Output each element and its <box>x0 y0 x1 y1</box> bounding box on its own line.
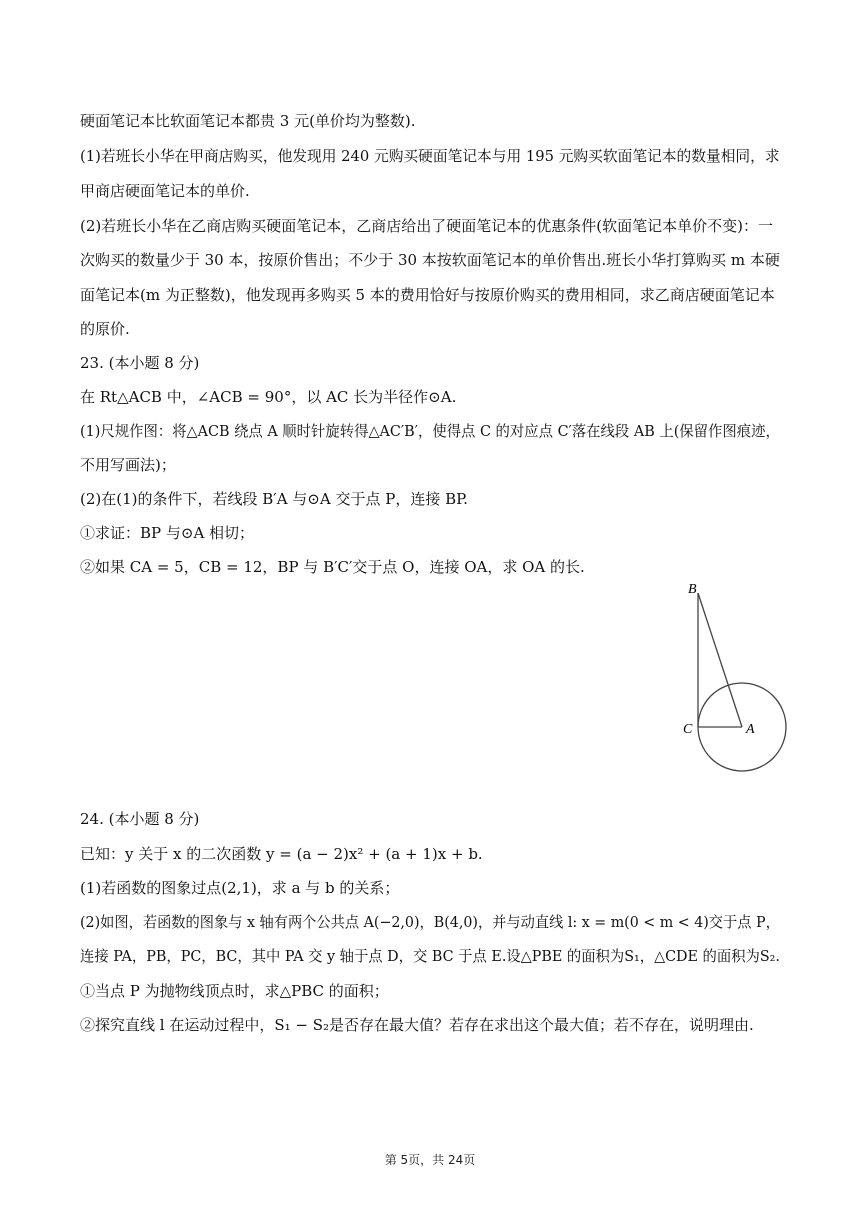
label-point-a: A <box>746 722 755 737</box>
text-line-11: 不用写画法)； <box>80 456 176 474</box>
text-line-18: (2)如图，若函数的图象与 x 轴有两个公共点 A(−2,0)，B(4,0)，并与动直线 l: x = m(0 < m < 4)交于点 P， <box>80 913 780 931</box>
page-footer: 第 5页，共 24页 <box>384 1153 476 1167</box>
text-line-13: ①求证：BP 与⊙A 相切； <box>80 524 255 542</box>
text-line-10: (1)尺规作图：将△ACB 绕点 A 顺时针旋转得△AC′B′，使得点 C 的对应点 C′落在线段 AB 上(保留作图痕迹， <box>80 422 780 440</box>
text-line-7: 的原价. <box>80 320 130 338</box>
text-line-2: (1)若班长小华在甲商店购买，他发现用 240 元购买硬面笔记本与用 195 元购买软面笔记本的数量相同，求 <box>80 147 780 165</box>
question-23-heading: 23. (本小题 8 分) <box>80 354 200 372</box>
text-line-3: 甲商店硬面笔记本的单价. <box>80 182 250 200</box>
text-line-16: 已知：y 关于 x 的二次函数 y = (a − 2)x² + (a + 1)x + b. <box>80 845 483 863</box>
text-line-17: (1)若函数的图象过点(2,1)，求 a 与 b 的关系； <box>80 879 400 897</box>
text-line-6: 面笔记本(m 为正整数)，他发现再多购买 5 本的费用恰好与按原价购买的费用相同，求乙商店硬面笔记本 <box>80 286 775 304</box>
label-point-b: B <box>688 582 697 597</box>
question-24-heading: 24. (本小题 8 分) <box>80 810 200 828</box>
segment-ba <box>698 593 742 727</box>
text-line-20: ①当点 P 为抛物线顶点时，求△PBC 的面积； <box>80 982 389 1000</box>
text-line-19: 连接 PA，PB，PC，BC，其中 PA 交 y 轴于点 D，交 BC 于点 E.设△PBE 的面积为S₁，△CDE 的面积为S₂. <box>80 947 780 965</box>
text-line-4: (2)若班长小华在乙商店购买硬面笔记本，乙商店给出了硬面笔记本的优惠条件(软面笔记本单价不变)：一 <box>80 217 773 235</box>
text-line-14: ②如果 CA = 5，CB = 12，BP 与 B′C′交于点 O，连接 OA，求 OA 的长. <box>80 558 585 576</box>
label-point-c: C <box>683 722 693 737</box>
text-line-21: ②探究直线 l 在运动过程中，S₁ − S₂是否存在最大值？若存在求出这个最大值；若不存在，说明理由. <box>80 1016 754 1034</box>
text-line-1: 硬面笔记本比软面笔记本都贵 3 元(单价均为整数). <box>80 112 416 130</box>
text-line-12: (2)在(1)的条件下，若线段 B′A 与⊙A 交于点 P，连接 BP. <box>80 490 468 508</box>
geometry-figure <box>680 575 800 780</box>
text-line-5: 次购买的数量少于 30 本，按原价售出；不少于 30 本按软面笔记本的单价售出.班长小华打算购买 m 本硬 <box>80 251 780 269</box>
text-line-9: 在 Rt△ACB 中，∠ACB = 90°，以 AC 长为半径作⊙A. <box>80 388 457 406</box>
